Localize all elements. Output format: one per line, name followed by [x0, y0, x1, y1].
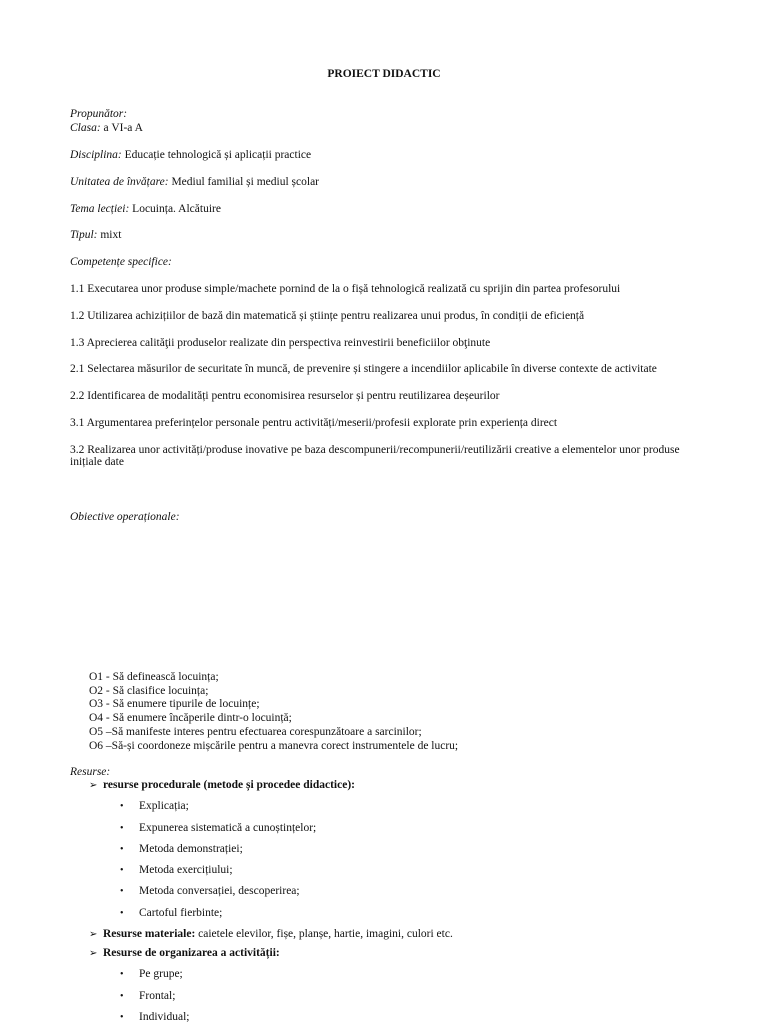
bullet-icon: •	[120, 991, 124, 1002]
tema-label: Tema lecției:	[70, 203, 130, 215]
competenta-item: 3.2 Realizarea unor activități/produse inovative pe baza descompunerii/recompunerii/reutilizării creative a elementelor unor produse inițiale date	[70, 444, 680, 468]
resurse-procedurale-heading	[89, 779, 355, 792]
resurse-organizare-label: Resurse de organizarea a activității:	[103, 947, 280, 959]
list-item: • Metoda demonstrației;	[120, 843, 243, 855]
bullet-icon: •	[120, 969, 124, 980]
list-item: • Expunerea sistematică a cunoștințelor;	[120, 822, 317, 834]
competenta-item: 2.1 Selectarea măsurilor de securitate în muncă, de prevenire și stingere a incendiilor aplicabile în diverse contexte de activitate	[70, 363, 657, 375]
bullet-icon: •	[120, 1012, 124, 1023]
tipul-label: Tipul:	[70, 229, 98, 241]
bullet-icon: •	[120, 844, 124, 855]
page-title: PROIECT DIDACTIC	[327, 68, 441, 80]
unitatea-line	[70, 176, 319, 189]
list-item: • Metoda conversației, descoperirea;	[120, 885, 300, 897]
clasa-value: a VI-a A	[100, 122, 143, 134]
resurse-materiale-label: Resurse materiale:	[103, 928, 196, 940]
arrow-bullet-icon: ➢	[89, 948, 98, 959]
resurse-label: Resurse:	[70, 766, 111, 778]
disciplina-value: Educație tehnologică și aplicații practice	[121, 149, 312, 161]
resurse-materiale-line	[89, 928, 453, 941]
competenta-item: 1.1 Executarea unor produse simple/machete pornind de la o fișă tehnologică realizată cu sprijin din partea profesorului	[70, 283, 621, 295]
competenta-item: 1.2 Utilizarea achizițiilor de bază din matematică și științe pentru realizarea unui produs, în condiții de eficiență	[70, 310, 585, 322]
list-item: • Pe grupe;	[120, 968, 183, 980]
arrow-bullet-icon: ➢	[89, 929, 98, 940]
list-item: • Individual;	[120, 1011, 190, 1023]
obiectiv-item: O4 - Să enumere încăperile dintr-o locuință;	[89, 712, 292, 724]
obiectiv-item: O6 –Să-și coordoneze mișcările pentru a manevra corect instrumentele de lucru;	[89, 740, 459, 752]
obiective-label: Obiective operaționale:	[70, 511, 180, 523]
obiectiv-item: O2 - Să clasifice locuința;	[89, 685, 209, 697]
bullet-icon: •	[120, 865, 124, 876]
obiectiv-item: O1 - Să definească locuința;	[89, 671, 219, 683]
bullet-icon: •	[120, 908, 124, 919]
list-item: • Explicația;	[120, 800, 189, 812]
tema-line	[70, 203, 221, 216]
resurse-materiale-value: caietele elevilor, fișe, planșe, hartie, imagini, culori etc.	[195, 928, 453, 940]
disciplina-line	[70, 149, 311, 162]
tema-value: Locuința. Alcătuire	[129, 203, 221, 215]
unitatea-label: Unitatea de învățare:	[70, 176, 169, 188]
list-item: • Metoda exercițiului;	[120, 864, 233, 876]
obiectiv-item: O5 –Să manifeste interes pentru efectuarea corespunzătoare a sarcinilor;	[89, 726, 422, 738]
competenta-item: 3.1 Argumentarea preferințelor personale pentru activități/meserii/profesii explorate prin experiența direct	[70, 417, 558, 429]
tipul-value: mixt	[97, 229, 122, 241]
propunator-label: Propunător:	[70, 108, 128, 120]
bullet-icon: •	[120, 886, 124, 897]
arrow-bullet-icon: ➢	[89, 780, 98, 791]
list-item: • Cartoful fierbinte;	[120, 907, 223, 919]
resurse-organizare-heading	[89, 947, 280, 960]
tipul-line	[70, 229, 121, 242]
bullet-icon: •	[120, 823, 124, 834]
disciplina-label: Disciplina:	[70, 149, 122, 161]
clasa-label: Clasa:	[70, 122, 101, 134]
bullet-icon: •	[120, 801, 124, 812]
competenta-item: 2.2 Identificarea de modalități pentru economisirea resurselor și pentru reutilizarea deșeurilor	[70, 390, 500, 402]
competenta-item: 1.3 Aprecierea calităţii produselor realizate din perspectiva reinvestirii beneficiilor obţinute	[70, 337, 491, 349]
obiectiv-item: O3 - Să enumere tipurile de locuințe;	[89, 698, 260, 710]
list-item: • Frontal;	[120, 990, 176, 1002]
unitatea-value: Mediul familial și mediul școlar	[168, 176, 320, 188]
resurse-procedurale-label: resurse procedurale (metode și procedee didactice):	[103, 779, 355, 791]
competente-label: Competențe specifice:	[70, 256, 172, 268]
clasa-line	[70, 122, 143, 135]
